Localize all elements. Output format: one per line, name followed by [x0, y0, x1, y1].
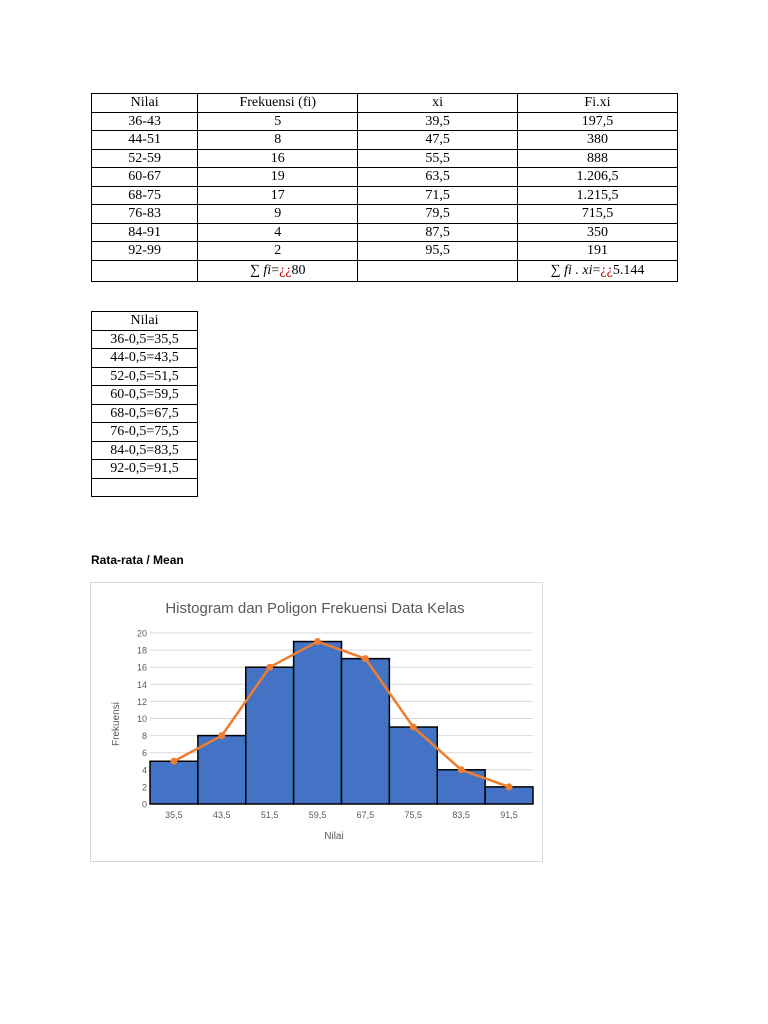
- table-cell: 84-0,5=83,5: [92, 441, 198, 460]
- table-cell: 380: [517, 131, 677, 150]
- table-cell: 8: [198, 131, 358, 150]
- equals-sign: =: [592, 263, 601, 278]
- x-tick-label: 67,5: [356, 810, 375, 820]
- empty-cell: [92, 260, 198, 281]
- table-cell: 1.206,5: [517, 168, 677, 187]
- table-row: [92, 242, 678, 261]
- table-cell: 68-0,5=67,5: [92, 404, 198, 423]
- x-tick-label: 91,5: [500, 810, 518, 820]
- header-cell: Frekuensi (fi): [198, 94, 358, 113]
- table-cell: 92-0,5=91,5: [92, 460, 198, 479]
- table-cell: 60-0,5=59,5: [92, 386, 198, 405]
- table-row: [92, 149, 678, 168]
- histogram-bars: [150, 642, 533, 804]
- y-tick-label: 14: [136, 679, 147, 690]
- table-row: [92, 441, 198, 460]
- table-cell: 52-0,5=51,5: [92, 367, 198, 386]
- x-axis-label: Nilai: [324, 831, 344, 842]
- table-cell: 44-51: [92, 131, 198, 150]
- histogram-bar: [150, 761, 198, 804]
- table-cell: 16: [198, 149, 358, 168]
- x-tick-label: 75,5: [404, 810, 423, 820]
- polygon-point: [362, 655, 369, 662]
- polygon-point: [410, 724, 417, 731]
- table-row: [92, 478, 198, 497]
- y-tick-labels: [137, 629, 147, 810]
- table-cell: 350: [517, 223, 677, 242]
- y-tick-label: 6: [141, 748, 147, 759]
- table-header-row: [92, 94, 678, 113]
- table-row: [92, 205, 678, 224]
- table-row: [92, 223, 678, 242]
- table-cell: 47,5: [358, 131, 518, 150]
- chart-title: Histogram dan Poligon Frekuensi Data Kelas: [165, 600, 465, 617]
- x-tick-label: 35,5: [165, 810, 183, 820]
- sigma-symbol: ∑: [249, 263, 260, 278]
- table-cell: 9: [198, 205, 358, 224]
- y-tick-label: 20: [136, 628, 147, 639]
- table-row: [92, 386, 198, 405]
- empty-cell: [358, 260, 518, 281]
- table-cell: 87,5: [358, 223, 518, 242]
- table-cell: 36-43: [92, 112, 198, 131]
- x-tick-label: 43,5: [213, 810, 231, 820]
- header-cell: Nilai: [92, 94, 198, 113]
- table-cell: 888: [517, 149, 677, 168]
- equals-sign: =: [271, 263, 280, 278]
- header-cell: Fi.xi: [517, 94, 677, 113]
- table-cell: 63,5: [358, 168, 518, 187]
- class-boundary-table: [91, 311, 198, 497]
- histogram-bar: [294, 642, 342, 804]
- chart-svg: [91, 583, 542, 861]
- table-cell: 79,5: [358, 205, 518, 224]
- table-cell: 36-0,5=35,5: [92, 330, 198, 349]
- histogram-bar: [389, 727, 437, 804]
- polygon-point: [170, 758, 177, 765]
- table-cell: 19: [198, 168, 358, 187]
- table-cell: 39,5: [358, 112, 518, 131]
- table-cell: 55,5: [358, 149, 518, 168]
- table-row: [92, 423, 198, 442]
- render-error-glyphs: ¿¿: [600, 263, 613, 278]
- x-tick-label: 59,5: [308, 810, 327, 820]
- sum-row: [92, 260, 678, 281]
- table-cell: 68-75: [92, 186, 198, 205]
- polygon-point: [266, 664, 273, 671]
- mean-heading: Rata-rata / Mean: [91, 553, 184, 567]
- table-header-row: [92, 312, 198, 331]
- polygon-point: [314, 638, 321, 645]
- sum-fi-cell: [198, 260, 358, 281]
- sum-fi-expr: fi: [263, 263, 272, 278]
- y-tick-label: 4: [141, 765, 147, 776]
- sum-fixi-expr: fi . xi: [564, 263, 593, 278]
- table-cell: 60-67: [92, 168, 198, 187]
- table-row: [92, 460, 198, 479]
- table-cell: 17: [198, 186, 358, 205]
- y-tick-label: 18: [136, 645, 147, 656]
- x-tick-label: 83,5: [452, 810, 470, 820]
- table-cell: 95,5: [358, 242, 518, 261]
- y-tick-label: 12: [136, 696, 147, 707]
- table-row: [92, 330, 198, 349]
- header-cell: Nilai: [92, 312, 198, 331]
- y-tick-label: 16: [136, 662, 147, 673]
- table-row: [92, 112, 678, 131]
- table-cell: 2: [198, 242, 358, 261]
- header-cell: xi: [358, 94, 518, 113]
- y-tick-label: 10: [136, 714, 147, 724]
- polygon-point: [218, 732, 225, 739]
- table-row: [92, 349, 198, 368]
- polygon-point: [506, 783, 513, 790]
- table-cell: 71,5: [358, 186, 518, 205]
- table-row: [92, 186, 678, 205]
- histogram-bar: [246, 667, 294, 804]
- y-tick-label: 2: [141, 782, 147, 793]
- table-cell: 44-0,5=43,5: [92, 349, 198, 368]
- render-error-glyphs: ¿¿: [279, 263, 292, 278]
- sigma-symbol: ∑: [550, 263, 561, 278]
- table-cell: 4: [198, 223, 358, 242]
- y-tick-label: 0: [141, 799, 147, 810]
- x-tick-labels: [165, 810, 518, 820]
- table-cell: 5: [198, 112, 358, 131]
- sum-fixi-cell: [517, 260, 677, 281]
- table-cell: 76-0,5=75,5: [92, 423, 198, 442]
- table-cell: 92-99: [92, 242, 198, 261]
- table-row: [92, 168, 678, 187]
- y-axis-label: Frekuensi: [111, 702, 122, 746]
- table-cell: 715,5: [517, 205, 677, 224]
- table-cell: 76-83: [92, 205, 198, 224]
- histogram-chart: [90, 582, 543, 862]
- table-cell: [92, 478, 198, 497]
- frequency-table: [91, 93, 678, 282]
- table-cell: 1.215,5: [517, 186, 677, 205]
- y-tick-label: 8: [141, 731, 147, 742]
- table-cell: 84-91: [92, 223, 198, 242]
- table-cell: 52-59: [92, 149, 198, 168]
- x-tick-label: 51,5: [260, 810, 279, 820]
- sum-fixi-value: 5.144: [612, 263, 645, 278]
- table-row: [92, 404, 198, 423]
- polygon-point: [458, 766, 465, 773]
- table-cell: 191: [517, 242, 677, 261]
- table-row: [92, 131, 678, 150]
- sum-fi-value: 80: [291, 263, 306, 278]
- table-row: [92, 367, 198, 386]
- table-cell: 197,5: [517, 112, 677, 131]
